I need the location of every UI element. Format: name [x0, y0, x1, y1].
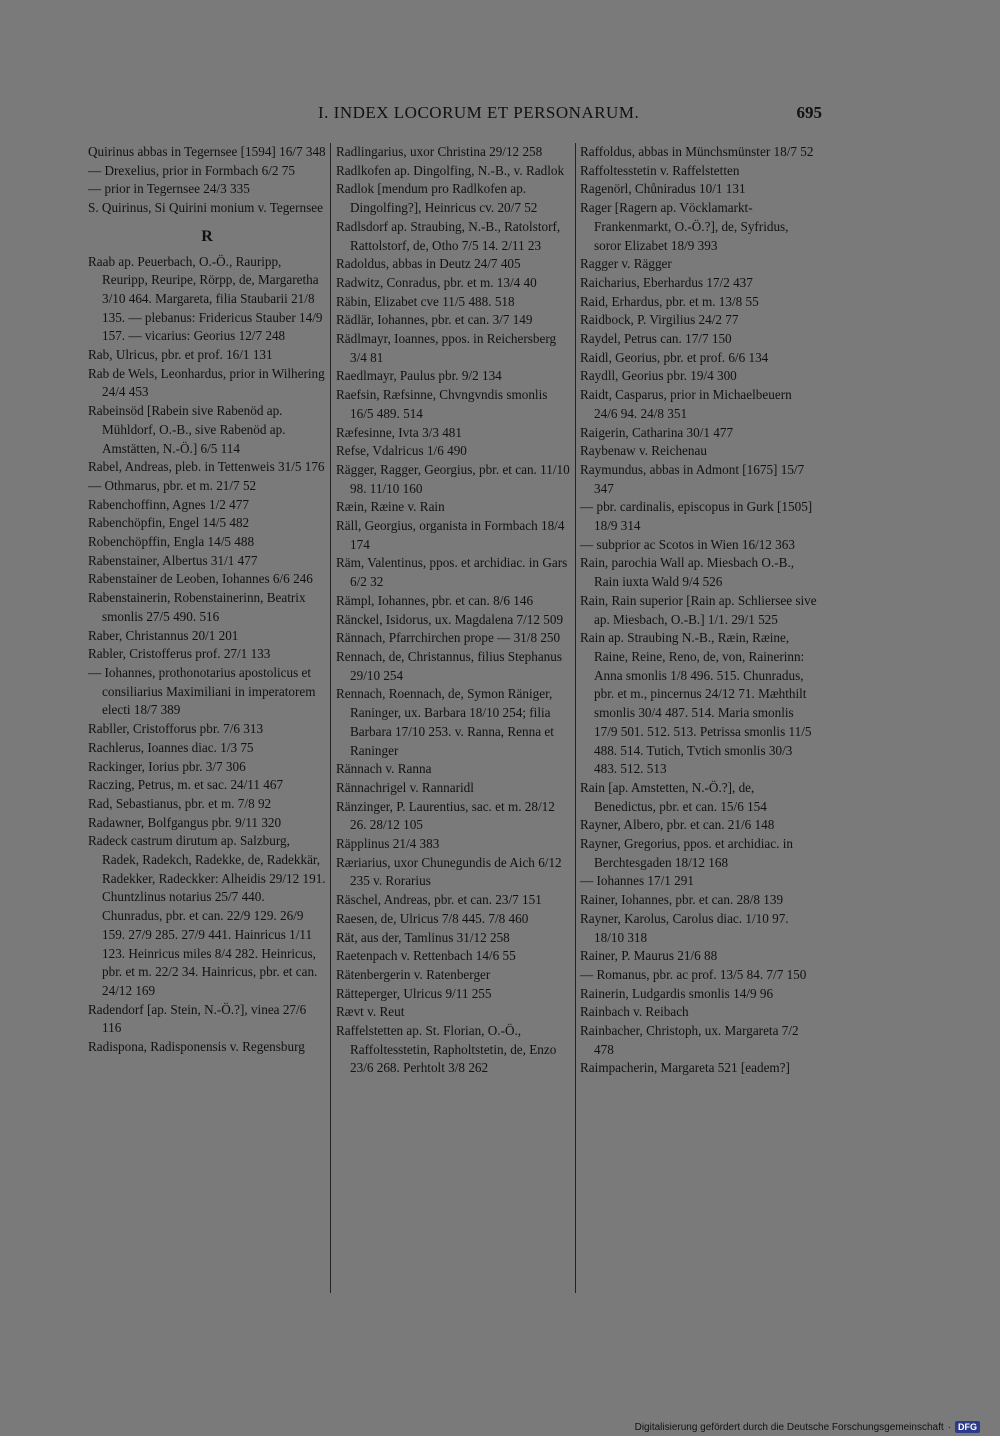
index-entry: Rägger, Ragger, Georgius, pbr. et can. 11/10 98. 11/10 160 — [336, 461, 570, 496]
index-entry: Räschel, Andreas, pbr. et can. 23/7 151 — [336, 892, 542, 908]
index-column-2 — [330, 143, 576, 1293]
footer-text: Digitalisierung gefördert durch die Deutsche Forschungsgemeinschaft — [634, 1421, 944, 1433]
index-entry: Ränzinger, P. Laurentius, sac. et m. 28/12 26. 28/12 105 — [336, 798, 555, 833]
index-entry: — Iohannes, prothonotarius apostolicus et consiliarius Maximiliani in imperatorem electi 18/7 389 — [88, 664, 316, 718]
index-entry: Raydel, Petrus can. 17/7 150 — [580, 331, 732, 347]
page-header — [0, 103, 1000, 129]
index-entry: Rainbacher, Christoph, ux. Margareta 7/2 478 — [580, 1023, 799, 1057]
index-entry: Rännachrigel v. Rannaridl — [336, 779, 474, 795]
index-entry: Ragenörl, Chůniradus 10/1 131 — [580, 181, 746, 197]
index-entry: Rabenstainerin, Robenstainerinn, Beatrix smonlis 27/5 490. 516 — [88, 590, 306, 624]
index-entry: — Romanus, pbr. ac prof. 13/5 84. 7/7 150 — [580, 966, 807, 982]
dfg-logo: DFG — [955, 1421, 980, 1433]
index-entry: Ragger v. Rägger — [580, 256, 672, 272]
index-entry: Rädlmayr, Ioannes, ppos. in Reichersberg 3/4 81 — [336, 331, 557, 365]
index-entry: — pbr. cardinalis, episcopus in Gurk [1505] 18/9 314 — [580, 499, 813, 534]
index-entry: Radispona, Radisponensis v. Regensburg — [88, 1039, 305, 1055]
index-entry: Rad, Sebastianus, pbr. et m. 7/8 92 — [88, 795, 272, 811]
index-entry: Raimpacherin, Margareta 521 [eadem?] — [580, 1060, 790, 1076]
index-entry: Raybenaw v. Reichenau — [580, 443, 707, 459]
index-entry: Raidl, Georius, pbr. et prof. 6/6 134 — [580, 349, 769, 365]
index-entry: Raffoltesstetin v. Raffelstetten — [580, 162, 740, 178]
index-entry: Rachlerus, Ioannes diac. 1/3 75 — [88, 739, 254, 755]
index-entry: Radlkofen ap. Dingolfing, N.-B., v. Radlok — [336, 162, 565, 178]
index-entry: Raedlmayr, Paulus pbr. 9/2 134 — [336, 368, 502, 384]
index-entry: Rain, Rain superior [Rain ap. Schliersee sive ap. Miesbach, O.-B.] 1/1. 29/1 525 — [580, 592, 817, 627]
index-entry: Räbin, Elizabet cve 11/5 488. 518 — [336, 293, 515, 309]
index-entry: Ræfesinne, Ivta 3/3 481 — [336, 424, 462, 440]
index-entry: Raczing, Petrus, m. et sac. 24/11 467 — [88, 777, 284, 793]
index-entry: Ræriarius, uxor Chunegundis de Aich 6/12 235 v. Rorarius — [336, 854, 562, 889]
index-entry: Rännach, Pfarrchirchen prope — 31/8 250 — [336, 630, 561, 646]
page-number: 695 — [796, 103, 822, 122]
index-entry: Räll, Georgius, organista in Formbach 18/4 174 — [336, 518, 565, 552]
index-entry: Rabenchoffinn, Agnes 1/2 477 — [88, 496, 249, 512]
index-entry: Raigerin, Catharina 30/1 477 — [580, 424, 734, 440]
index-entry: — Iohannes 17/1 291 — [580, 873, 694, 889]
index-entry: Rævt v. Reut — [336, 1004, 405, 1020]
index-entry: Rät, aus der, Tamlinus 31/12 258 — [336, 929, 510, 945]
index-column-3 — [576, 143, 822, 1293]
index-entry: Rayner, Karolus, Carolus diac. 1/10 97. 18/10 318 — [580, 910, 789, 945]
index-entry: — Drexelius, prior in Formbach 6/2 75 — [88, 162, 295, 178]
index-entry: Rain [ap. Amstetten, N.-Ö.?], de, Benedictus, pbr. et can. 15/6 154 — [580, 779, 767, 814]
index-entry: Rackinger, Iorius pbr. 3/7 306 — [88, 758, 246, 774]
index-columns — [84, 143, 822, 1293]
index-entry: Radlingarius, uxor Christina 29/12 258 — [336, 144, 543, 159]
index-entry: Raidbock, P. Virgilius 24/2 77 — [580, 312, 739, 328]
index-entry: Rennach, Roennach, de, Symon Räniger, Raninger, ux. Barbara 18/10 254; filia Barbara 17/10 253. v. Ranna, Renna et Raninger — [336, 686, 554, 758]
index-entry: Raesen, de, Ulricus 7/8 445. 7/8 460 — [336, 910, 529, 926]
index-entry: Robenchöpffin, Engla 14/5 488 — [88, 534, 255, 550]
index-entry: Refse, Vdalricus 1/6 490 — [336, 443, 467, 459]
index-entry: Rännach v. Ranna — [336, 761, 432, 777]
index-entry: Rabeinsöd [Rabein sive Rabenöd ap. Mühldorf, O.-B., sive Rabenöd ap. Amstätten, N.-Ö.] 6/5 114 — [88, 403, 286, 456]
index-entry: Räpplinus 21/4 383 — [336, 836, 440, 852]
index-entry: Rätteperger, Ulricus 9/11 255 — [336, 985, 492, 1001]
index-entry: — subprior ac Scotos in Wien 16/12 363 — [580, 536, 795, 552]
index-entry: Raetenpach v. Rettenbach 14/6 55 — [336, 948, 516, 964]
index-entry: Rennach, de, Christannus, filius Stephanus 29/10 254 — [336, 648, 562, 683]
index-entry: Rain, parochia Wall ap. Miesbach O.-B., Rain iuxta Wald 9/4 526 — [580, 555, 795, 590]
index-entry: S. Quirinus, Si Quirini monium v. Tegernsee — [88, 200, 323, 216]
index-entry: Rämpl, Iohannes, pbr. et can. 8/6 146 — [336, 592, 534, 608]
index-entry: Rager [Ragern ap. Vöcklamarkt-Frankenmarkt, O.-Ö.?], de, Syfridus, soror Elizabet 18/9 393 — [580, 200, 789, 253]
index-entry: Radendorf [ap. Stein, N.-Ö.?], vinea 27/6 116 — [88, 1001, 307, 1036]
index-entry: Raefsin, Ræfsinne, Chvngvndis smonlis 16/5 489. 514 — [336, 387, 548, 421]
index-entry: Ræin, Ræine v. Rain — [336, 499, 445, 515]
index-entry: — Othmarus, pbr. et m. 21/7 52 — [88, 477, 257, 493]
index-entry: Radlok [mendum pro Radlkofen ap. Dingolfing?], Heinricus cv. 20/7 52 — [336, 181, 538, 216]
index-entry: Rab, Ulricus, pbr. et prof. 16/1 131 — [88, 347, 273, 363]
index-entry: Rabenstainer de Leoben, Iohannes 6/6 246 — [88, 571, 313, 587]
index-entry: Rabenchöpfin, Engel 14/5 482 — [88, 515, 250, 531]
index-entry: Raymundus, abbas in Admont [1675] 15/7 347 — [580, 461, 805, 496]
index-entry: Rainbach v. Reibach — [580, 1004, 689, 1020]
index-entry: Raydll, Georius pbr. 19/4 300 — [580, 368, 737, 384]
index-entry: Radlsdorf ap. Straubing, N.-B., Ratolstorf, Rattolstorf, de, Otho 7/5 14. 2/11 23 — [336, 218, 561, 253]
index-entry: Rain ap. Straubing N.-B., Ræin, Ræine, Raine, Reine, Reno, de, von, Rainerinn: Anna smonlis 1/8 496. 515. Chunradus, pbr. et m., pincernus 24/12 71. Mæhthilt smonlis 30/4 487. 514. Maria smonlis 17/9 501. 512. 513. Petrissa smonlis 11/5 488. 514. Tutich, Tvtich smonlis 30/3 483. 512. 513 — [580, 630, 812, 777]
index-entry: Rayner, Gregorius, ppos. et archidiac. in Berchtesgaden 18/12 168 — [580, 836, 793, 870]
index-entry: Rädlär, Iohannes, pbr. et can. 3/7 149 — [336, 312, 533, 328]
index-entry: Räm, Valentinus, ppos. et archidiac. in Gars 6/2 32 — [336, 555, 568, 590]
index-entry: Quirinus abbas in Tegernsee [1594] 16/7 348 — [88, 144, 326, 159]
index-entry: Ränckel, Isidorus, ux. Magdalena 7/12 509 — [336, 611, 564, 627]
index-column-1 — [84, 143, 330, 1293]
index-entry: Raffoldus, abbas in Münchsmünster 18/7 52 — [580, 144, 814, 159]
index-entry: Rab de Wels, Leonhardus, prior in Wilhering 24/4 453 — [88, 365, 325, 400]
index-entry: Raid, Erhardus, pbr. et m. 13/8 55 — [580, 293, 759, 309]
index-entry: Rainer, Iohannes, pbr. et can. 28/8 139 — [580, 892, 784, 908]
running-title: I. INDEX LOCORUM ET PERSONARUM. — [318, 103, 640, 122]
index-entry: — prior in Tegernsee 24/3 335 — [88, 181, 250, 197]
index-entry: Rabller, Cristofforus pbr. 7/6 313 — [88, 721, 264, 737]
index-entry: Raab ap. Peuerbach, O.-Ö., Rauripp, Reuripp, Reuripe, Rörpp, de, Margaretha 3/10 464. Margareta, filia Staubarii 21/8 135. — plebanus: Fridericus Stauber 14/9 157. — vicarius: Georius 12/7 248 — [88, 253, 323, 344]
index-entry: Raffelstetten ap. St. Florian, O.-Ö., Raffoltesstetin, Rapholtstetin, de, Enzo 23/6 268. Perhtolt 3/8 262 — [336, 1023, 557, 1076]
index-entry: Rabler, Cristofferus prof. 27/1 133 — [88, 646, 271, 662]
section-letter-heading: R — [201, 227, 213, 245]
index-entry: Raidt, Casparus, prior in Michaelbeuern 24/6 94. 24/8 351 — [580, 387, 792, 421]
index-entry: Rabel, Andreas, pleb. in Tettenweis 31/5 176 — [88, 459, 325, 475]
index-entry: Radeck castrum dirutum ap. Salzburg, Radek, Radekch, Radekke, de, Radekkär, Radekker, Radeckker: Alheidis 29/12 191. Chuntzlinus notarius 25/7 440. Chunradus, pbr. et can. 22/9 129. 26/9 159. 27/9 285. 27/9 441. Hainricus 1/11 123. Heinricus miles 8/4 282. Heinricus, pbr. et m. 22/2 34. Hainricus, pbr. et can. 24/12 169 — [88, 833, 326, 998]
index-entry: Raber, Christannus 20/1 201 — [88, 627, 239, 643]
index-entry: Rätenbergerin v. Ratenberger — [336, 966, 491, 982]
index-entry: Raicharius, Eberhardus 17/2 437 — [580, 274, 753, 290]
index-entry: Radoldus, abbas in Deutz 24/7 405 — [336, 256, 521, 272]
index-entry: Rainer, P. Maurus 21/6 88 — [580, 948, 718, 964]
footer: Digitalisierung gefördert durch die Deutsche Forschungsgemeinschaft · DFG — [635, 1420, 980, 1434]
index-entry: Radwitz, Conradus, pbr. et m. 13/4 40 — [336, 274, 537, 290]
index-entry: Radawner, Bolfgangus pbr. 9/11 320 — [88, 814, 282, 830]
index-entry: Rainerin, Ludgardis smonlis 14/9 96 — [580, 985, 774, 1001]
index-entry: Rayner, Albero, pbr. et can. 21/6 148 — [580, 817, 775, 833]
index-entry: Rabenstainer, Albertus 31/1 477 — [88, 552, 258, 568]
